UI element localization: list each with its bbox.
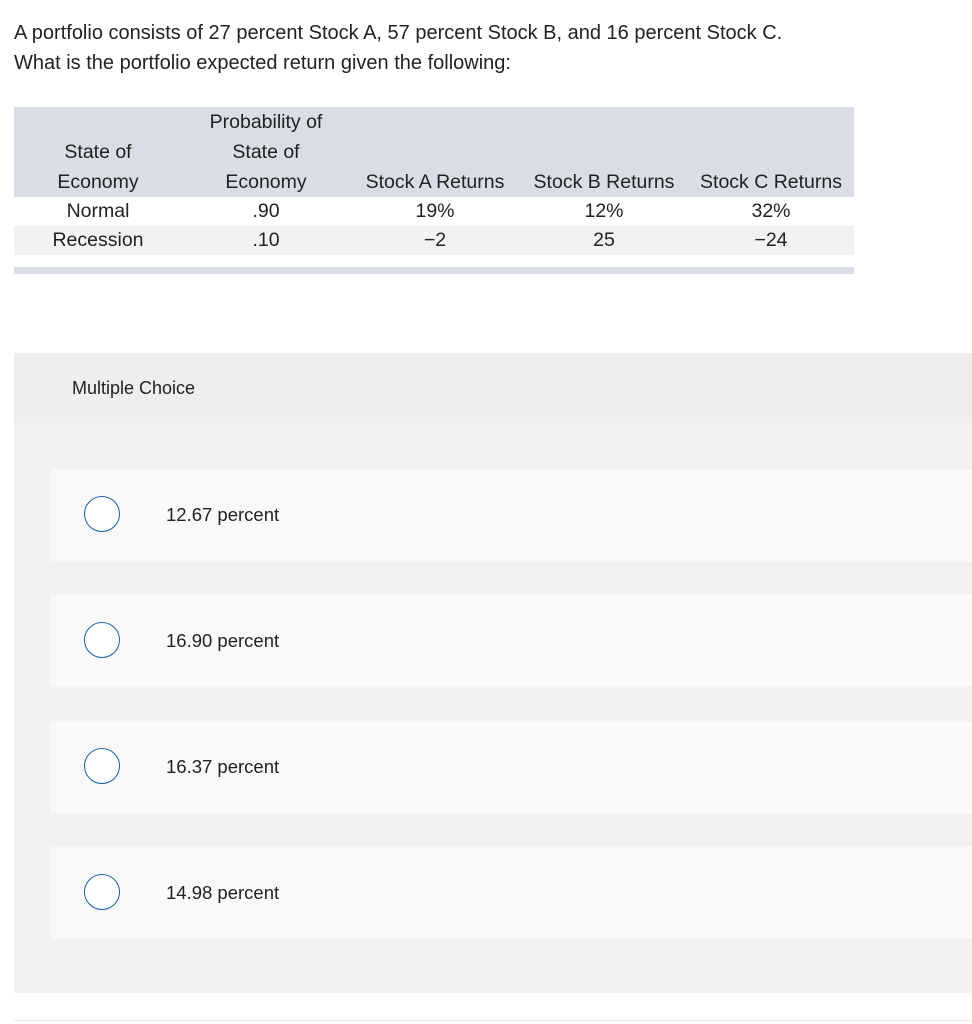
header-stock-c-returns: Stock C Returns bbox=[700, 171, 842, 193]
table-row bbox=[14, 197, 854, 226]
cell-state: Normal bbox=[66, 200, 130, 222]
returns-table bbox=[14, 107, 854, 255]
multiple-choice-heading: Multiple Choice bbox=[14, 353, 972, 423]
multiple-choice-panel bbox=[14, 353, 972, 993]
header-state-of-economy bbox=[14, 107, 182, 197]
radio-button-icon[interactable] bbox=[84, 874, 120, 910]
cell-stock-b: 25 bbox=[593, 229, 615, 251]
cell-probability: .90 bbox=[252, 200, 280, 222]
choice-option-3[interactable] bbox=[50, 721, 972, 813]
header-state-line-1: State of bbox=[64, 141, 132, 163]
question-line-1: A portfolio consists of 27 percent Stock A, 57 percent Stock B, and 16 percent Stock C. bbox=[14, 22, 783, 44]
cell-stock-a: 19% bbox=[415, 200, 455, 222]
cell-stock-a: −2 bbox=[423, 229, 447, 251]
radio-button-icon[interactable] bbox=[84, 496, 120, 532]
choice-label: 14.98 percent bbox=[166, 882, 280, 903]
choice-label: 16.90 percent bbox=[166, 630, 280, 651]
choice-option-4[interactable] bbox=[50, 847, 972, 939]
cell-stock-b: 12% bbox=[584, 200, 624, 222]
header-stock-a-returns: Stock A Returns bbox=[365, 171, 505, 193]
radio-button-icon[interactable] bbox=[84, 622, 120, 658]
header-prob-line-1: Probability of bbox=[209, 111, 323, 133]
choice-label: 12.67 percent bbox=[166, 504, 280, 525]
table-header-row bbox=[14, 107, 854, 197]
cell-stock-c: −24 bbox=[754, 229, 788, 251]
table-footer-bar bbox=[14, 267, 854, 274]
cell-state: Recession bbox=[52, 229, 144, 251]
question-line-2: What is the portfolio expected return given the following: bbox=[14, 52, 511, 74]
returns-table-container bbox=[14, 107, 854, 274]
header-state-line-2: Economy bbox=[57, 171, 139, 193]
choice-option-2[interactable] bbox=[50, 595, 972, 687]
radio-button-icon[interactable] bbox=[84, 748, 120, 784]
bottom-divider bbox=[14, 1020, 972, 1021]
choice-label: 16.37 percent bbox=[166, 756, 280, 777]
choice-option-1[interactable] bbox=[50, 469, 972, 561]
cell-stock-c: 32% bbox=[751, 200, 791, 222]
header-stock-b-returns: Stock B Returns bbox=[533, 171, 675, 193]
header-prob-line-2: State of bbox=[232, 141, 300, 163]
question-text bbox=[14, 18, 954, 78]
header-prob-line-3: Economy bbox=[225, 171, 307, 193]
table-row bbox=[14, 226, 854, 255]
cell-probability: .10 bbox=[252, 229, 280, 251]
header-probability bbox=[182, 107, 350, 197]
